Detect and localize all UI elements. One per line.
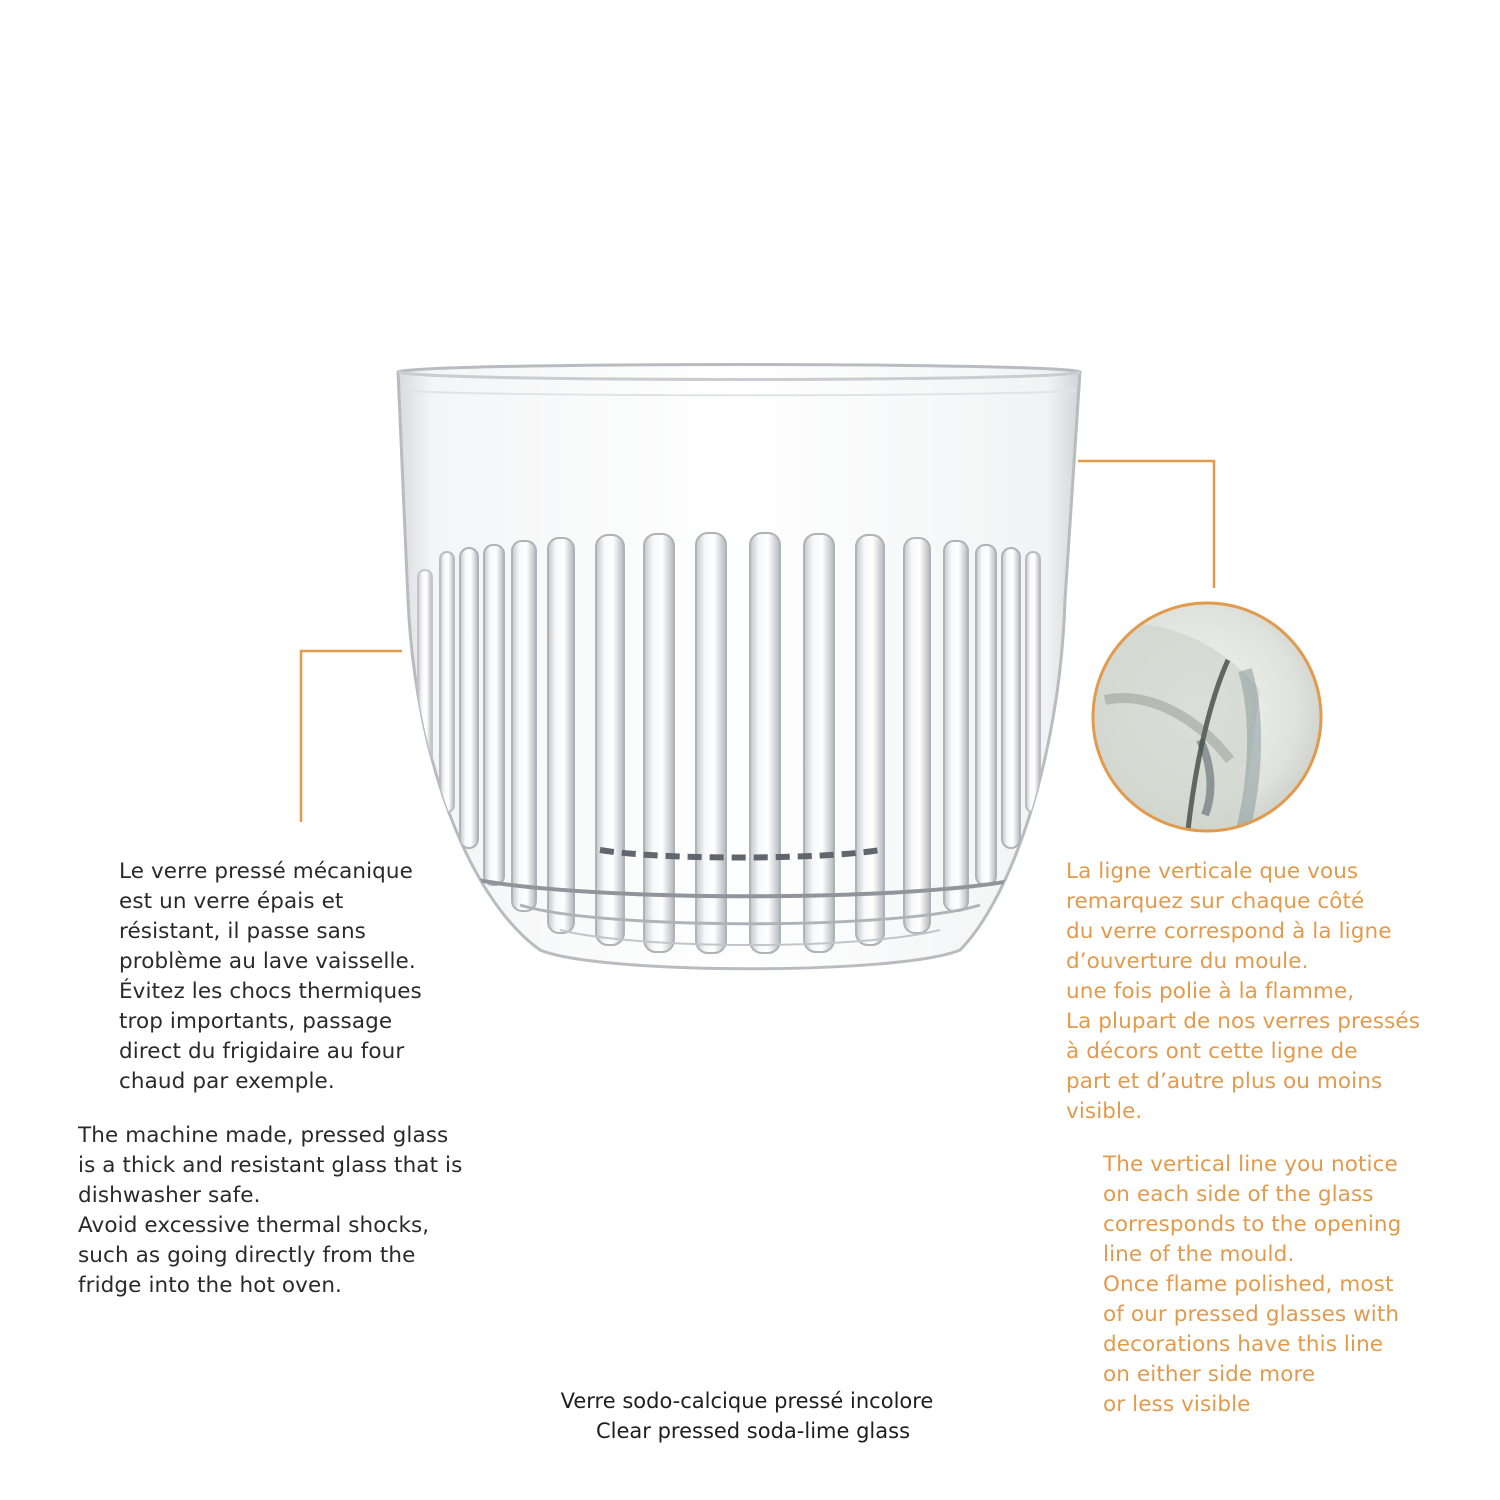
mould-line-detail: [1090, 600, 1330, 840]
text-line: La plupart de nos verres pressés: [1066, 1009, 1421, 1034]
text-line: such as going directly from the: [78, 1243, 416, 1268]
text-line: Le verre pressé mécanique: [119, 859, 413, 884]
text-line: Once flame polished, most: [1103, 1272, 1394, 1297]
description-english: [78, 1121, 462, 1301]
text-line: à décors ont cette ligne de: [1066, 1039, 1358, 1064]
text-line: on either side more: [1103, 1362, 1316, 1387]
text-line: La ligne verticale que vous: [1066, 859, 1359, 884]
material-caption: [0, 1386, 1500, 1446]
text-line: du verre correspond à la ligne: [1066, 919, 1392, 944]
mould-line-note-french: [1066, 857, 1420, 1127]
text-line: d’ouverture du moule.: [1066, 949, 1309, 974]
text-line: une fois polie à la flamme,: [1066, 979, 1355, 1004]
text-line: résistant, il passe sans: [119, 919, 366, 944]
text-line: dishwasher safe.: [78, 1183, 261, 1208]
text-line: direct du frigidaire au four: [119, 1039, 405, 1064]
text-line: or less visible: [1103, 1392, 1251, 1417]
text-line: part et d’autre plus ou moins: [1066, 1069, 1383, 1094]
text-line: remarquez sur chaque côté: [1066, 889, 1365, 914]
caption-english: Clear pressed soda-lime glass: [595, 1419, 911, 1443]
text-line: est un verre épais et: [119, 889, 344, 914]
text-line: trop importants, passage: [119, 1009, 393, 1034]
text-line: chaud par exemple.: [119, 1069, 335, 1094]
text-line: corresponds to the opening: [1103, 1212, 1402, 1237]
text-line: Évitez les chocs thermiques: [119, 979, 422, 1004]
text-line: of our pressed glasses with: [1103, 1302, 1400, 1327]
text-line: on each side of the glass: [1103, 1182, 1374, 1207]
mould-line-note-english: [1103, 1150, 1401, 1420]
text-line: line of the mould.: [1103, 1242, 1295, 1267]
text-line: visible.: [1066, 1099, 1143, 1124]
text-line: The vertical line you notice: [1103, 1152, 1398, 1177]
callout-line-right: [1078, 461, 1214, 588]
callout-line-left: [301, 651, 402, 822]
text-line: Avoid excessive thermal shocks,: [78, 1213, 430, 1238]
description-french: [119, 857, 422, 1097]
text-line: decorations have this line: [1103, 1332, 1384, 1357]
text-line: is a thick and resistant glass that is: [78, 1153, 463, 1178]
glass-tumbler: [398, 365, 1080, 969]
text-line: The machine made, pressed glass: [78, 1123, 449, 1148]
caption-french: Verre sodo-calcique pressé incolore: [560, 1389, 934, 1413]
text-line: problème au lave vaisselle.: [119, 949, 416, 974]
text-line: fridge into the hot oven.: [78, 1273, 342, 1298]
